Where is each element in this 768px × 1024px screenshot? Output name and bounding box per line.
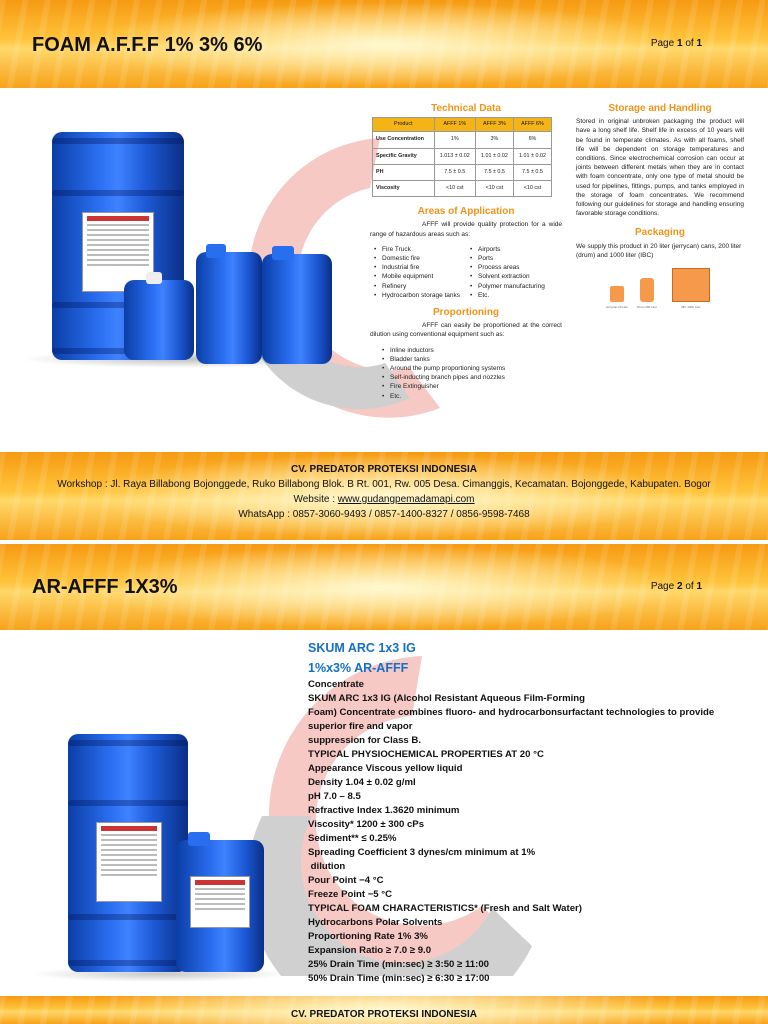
list-item: • Inline inductors [382, 346, 562, 355]
areas-intro: AFFF will provide quality protection for a wide range of hazardous areas such as: [370, 221, 562, 238]
page1-footer-band [0, 452, 768, 540]
ibc-icon [672, 268, 710, 302]
page2-footer-band [0, 996, 768, 1024]
page2-header-band [0, 544, 768, 630]
footer1-workshop: Workshop : Jl. Raya Billabong Bojonggede, Ruko Billabong Blok. B Rt. 001, Rw. 005 Desa. Cimanggis, Kecamatan. Bojonggede, Kabupaten. Bogor [57, 479, 711, 490]
page1-title: FOAM A.F.F.F 1% 3% 6% [32, 34, 263, 56]
storage-title: Storage and Handling [608, 103, 712, 114]
list-item: • Polymer manufacturing [470, 282, 558, 291]
spec-line: Spreading Coefficient 3 dynes/cm minimum at 1% [308, 847, 536, 858]
list-item: • Hydrocarbon storage tanks [374, 291, 470, 300]
list-item: • Ports [470, 254, 558, 263]
areas-title: Areas of Application [417, 206, 515, 218]
proportioning-intro: AFFF can easily be proportioned at the correct dilution using conventional equipment such as: [370, 322, 562, 339]
jerrycan-small [124, 280, 194, 360]
list-item: • Domestic fire [374, 254, 470, 263]
spec-line: pH 7.0 – 8.5 [308, 791, 361, 802]
spec-line: 50% Drain Time (min:sec) ≥ 6:30 ≥ 17:00 [308, 973, 490, 984]
proportioning-list [382, 346, 562, 401]
ibc-label: IBC 1000 Liter [681, 305, 701, 310]
spec-line: Concentrate [308, 679, 364, 690]
footer1-whatsapp: WhatsApp : 0857-3060-9493 / 0857-1400-8327 / 0856-9598-7468 [238, 509, 530, 520]
spec-line: Proportioning Rate 1% 3% [308, 931, 428, 942]
product-subheading: 1%x3% AR-AFFF [308, 661, 409, 675]
areas-list-left [374, 245, 470, 300]
list-item: • Fire Truck [374, 245, 470, 254]
spec-line: 25% Drain Time (min:sec) ≥ 3:50 ≥ 11:00 [308, 959, 489, 970]
spec-line: Foam) Concentrate combines fluoro- and hydrocarbonsurfactant technologies to provide superior fire and vapor [308, 707, 715, 732]
spec-line: TYPICAL PHYSIOCHEMICAL PROPERTIES AT 20 °C [308, 749, 544, 760]
footer2-company: CV. PREDATOR PROTEKSI INDONESIA [291, 1009, 477, 1020]
page2-content [308, 638, 748, 986]
footer1-company: CV. PREDATOR PROTEKSI INDONESIA [291, 464, 477, 475]
drum-200-liter-2 [68, 734, 188, 972]
jerrycan-medium [196, 252, 262, 364]
list-item: • Refinery [374, 282, 470, 291]
list-item: • Industrial fire [374, 263, 470, 272]
technical-data-table [372, 117, 552, 197]
spec-line: Pour Point −4 °C [308, 875, 384, 886]
footer2-text [0, 1007, 768, 1022]
table-header: AFFF 6% [513, 118, 551, 132]
page2-title: AR-AFFF 1X3% [32, 576, 178, 598]
table-header: AFFF 1% [434, 118, 475, 132]
spec-line: Viscosity* 1200 ± 300 cPs [308, 819, 425, 830]
table-row: Viscosity <10 cst <10 cst <10 cst [373, 181, 552, 197]
jerrycan-icon [610, 286, 624, 302]
list-item: • Bladder tanks [382, 355, 562, 364]
jerrycan-label: Jerrycan 20 Liter [605, 305, 629, 310]
right-column [576, 104, 744, 320]
spec-line: Appearance Viscous yellow liquid [308, 763, 463, 774]
proportioning-title: Proportioning [432, 307, 500, 319]
jerrycan-20-liter [176, 840, 264, 972]
table-row: Use Concentration 1% 3% 6% [373, 132, 552, 148]
technical-data-title: Technical Data [431, 103, 501, 114]
list-item: • Etc. [382, 392, 562, 401]
packaging-text: We supply this product in 20 liter (jerrycan) cans, 200 liter (drum) and 1000 liter (IBC) [576, 242, 742, 259]
packaging-title: Packaging [634, 227, 686, 239]
table-header: AFFF 3% [475, 118, 513, 132]
list-item: • Etc. [470, 291, 558, 300]
table-row: Specific Gravity 1.013 ± 0.02 1.01 ± 0.02 1.01 ± 0.02 [373, 148, 552, 164]
jerrycan-large [262, 254, 332, 364]
list-item: • Self-inducting branch pipes and nozzles [382, 373, 562, 382]
page1-body [0, 88, 768, 452]
page2-page-indicator: Page 2 of 1 [650, 581, 702, 592]
spec-line: SKUM ARC 1x3 IG (Alcohol Resistant Aqueous Film-Forming [308, 693, 585, 704]
spec-line: suppression for Class B. [308, 735, 422, 746]
page1-page-indicator: Page 1 of 1 [650, 38, 702, 49]
spec-line: Sediment** ≤ 0.25% [308, 833, 397, 844]
spec-line: Density 1.04 ± 0.02 g/ml [308, 777, 416, 788]
middle-column [370, 104, 562, 401]
spec-line: Hydrocarbons Polar Solvents [308, 917, 443, 928]
spec-line: Freeze Point −5 °C [308, 889, 393, 900]
list-item: • Solvent extraction [470, 272, 558, 281]
product-heading: SKUM ARC 1x3 IG [308, 641, 416, 655]
storage-text: Stored in original unbroken packaging the product will have a long shelf life. Shelf life in excess of 10 years will be found in temperate climates. As with all foams, shelf life will be dependent on storage temperatures and conditions. Since electrochemical corrosion can occur at joints between different metals when they are in contact with foam concentrate, only one type of metal should be used for pipelines, fittings, pumps, and tanks employed in the storage of foam concentrates. We recommend following our guidelines for storage and handling ensuring favorable storage conditions. [576, 118, 744, 218]
table-header: Product [373, 118, 435, 132]
list-item: • Fire Extinguisher [382, 382, 562, 391]
jerrycan-label-2 [190, 876, 250, 928]
page1-header-band [0, 0, 768, 88]
packaging-images [576, 268, 744, 320]
list-item: • Process areas [470, 263, 558, 272]
drum-label-2 [96, 822, 162, 902]
footer1-website-line: Website : www.gudangpemadamapi.com [293, 494, 475, 505]
website-link[interactable]: www.gudangpemadamapi.com [337, 494, 475, 505]
spec-line: Refractive Index 1.3620 minimum [308, 805, 460, 816]
list-item: • Around the pump proportioning systems [382, 364, 562, 373]
spec-line: TYPICAL FOAM CHARACTERISTICS* (Fresh and Salt Water) [308, 903, 582, 914]
table-row: PH 7.5 ± 0.5 7.5 ± 0.5 7.5 ± 0.5 [373, 164, 552, 180]
drum-icon [640, 278, 654, 302]
list-item: • Airports [470, 245, 558, 254]
spec-line: Expansion Ratio ≥ 7.0 ≥ 9.0 [308, 945, 432, 956]
spec-line: dilution [308, 861, 346, 872]
areas-list-right [470, 245, 558, 300]
list-item: • Mobile equipment [374, 272, 470, 281]
footer1-text [0, 462, 768, 522]
drum-label: Drum 200 Liter [637, 305, 657, 310]
